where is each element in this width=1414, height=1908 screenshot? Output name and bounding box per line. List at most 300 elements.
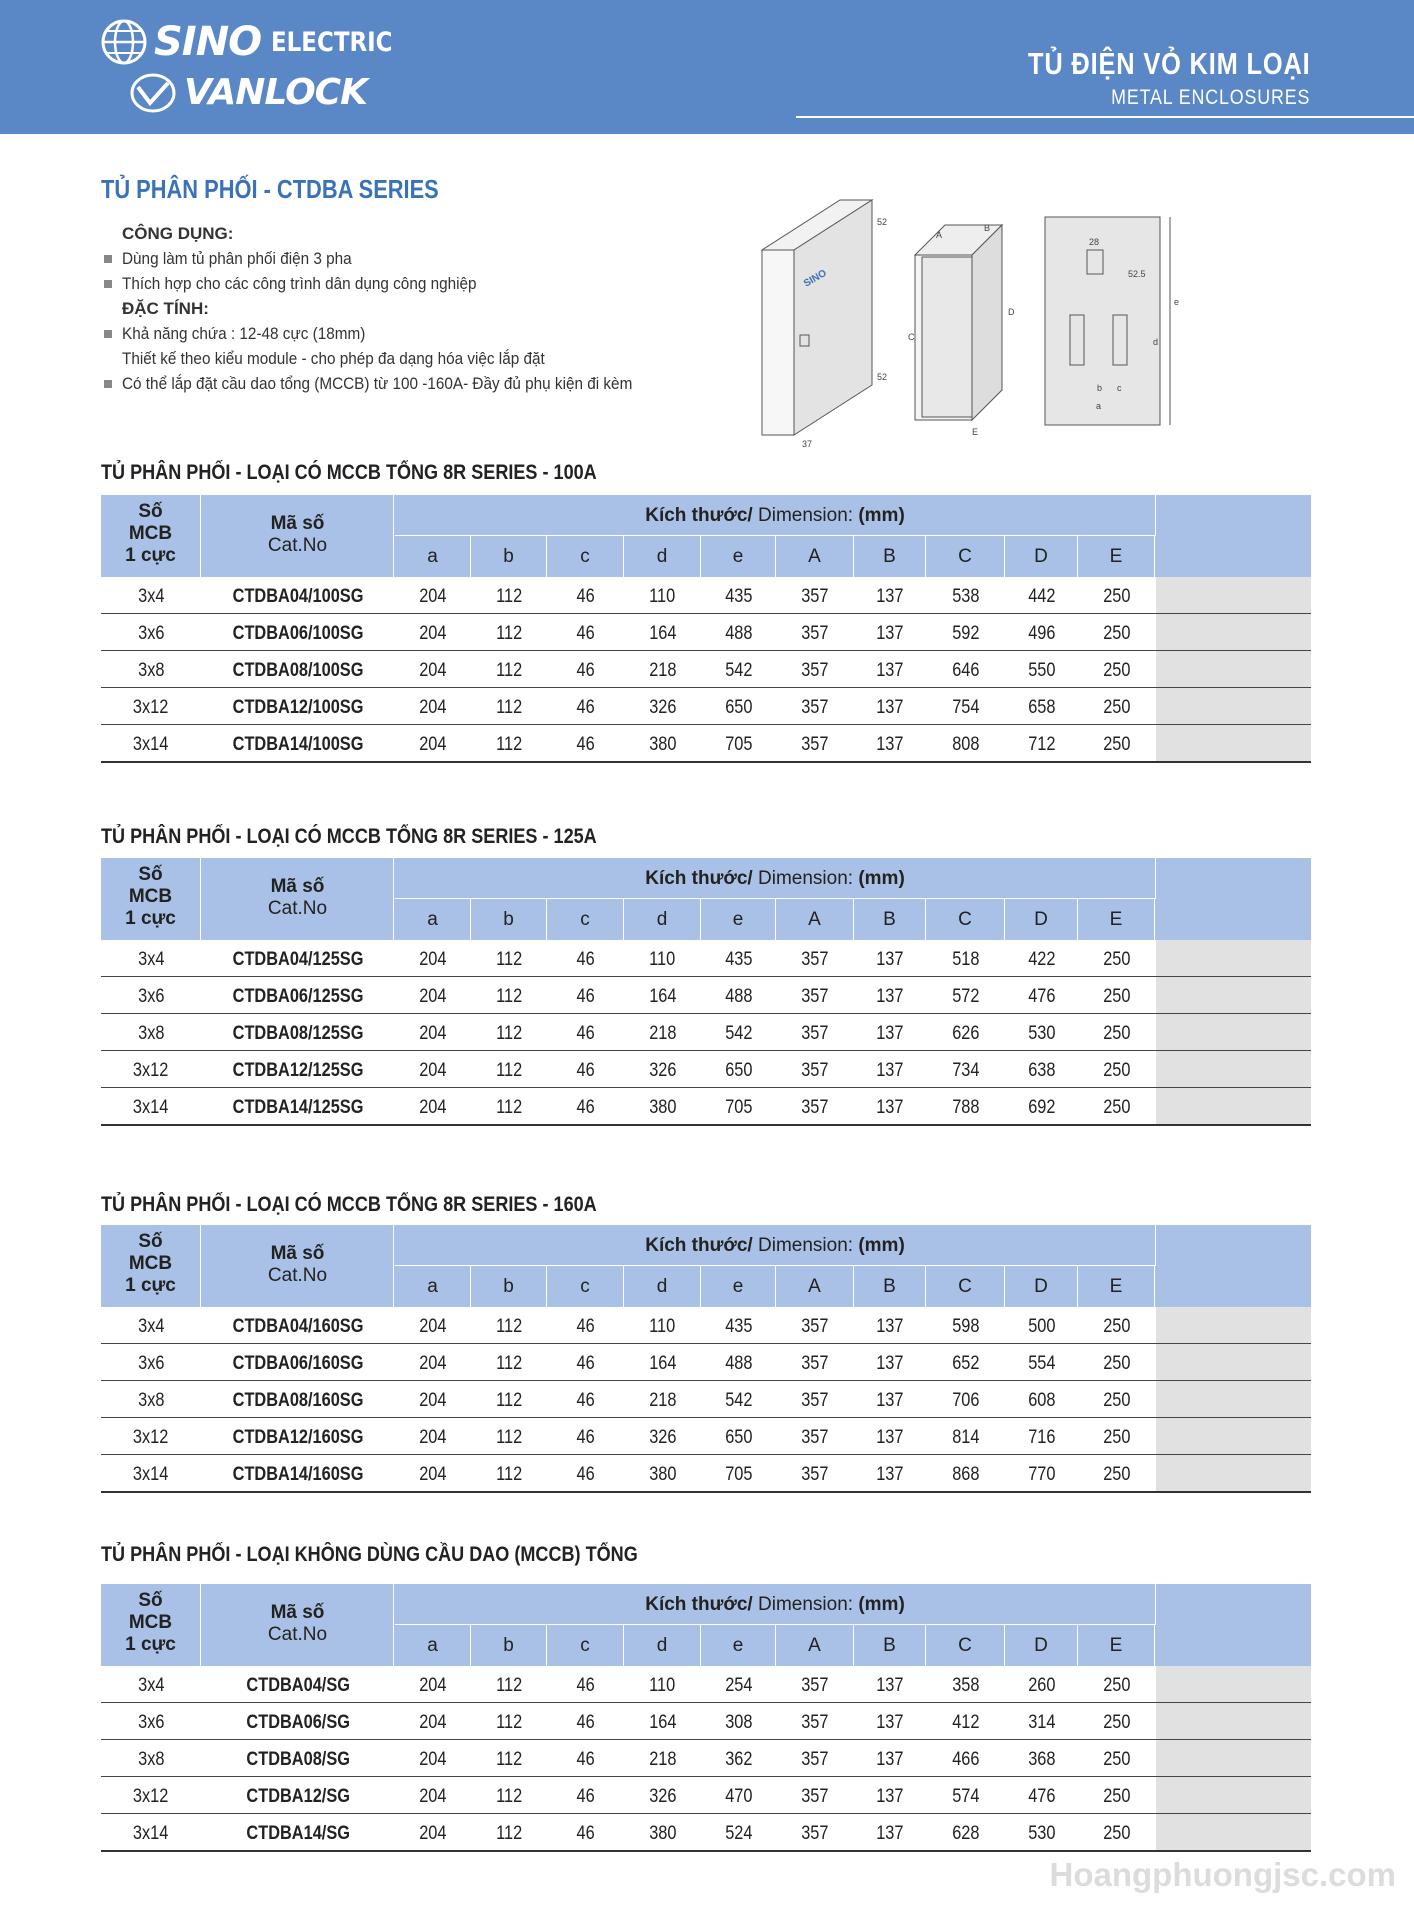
table-row (101, 651, 1311, 688)
cell-dim: 250 (1102, 1464, 1131, 1485)
header-col: c (547, 1625, 624, 1666)
header-col: b (471, 1266, 547, 1307)
cell-dim: 137 (876, 949, 904, 970)
header-col: b (471, 1625, 547, 1666)
bullet-icon (104, 255, 112, 263)
table-header (101, 1225, 1311, 1307)
header-col: A (776, 1625, 854, 1666)
cell-catno: CTDBA12/160SG (232, 1427, 364, 1448)
row-shade (1156, 688, 1311, 724)
cell-dim: 357 (801, 949, 829, 970)
cell-dim: 112 (495, 623, 523, 644)
cell-dim: 112 (495, 1712, 523, 1733)
cell-dim: 112 (495, 1823, 523, 1844)
cell-catno: CTDBA08/160SG (232, 1390, 364, 1411)
cell-dim: 550 (1027, 660, 1056, 681)
sino-electric-logo (100, 18, 414, 66)
cell-dim: 137 (876, 1353, 904, 1374)
cell-dim: 204 (419, 949, 447, 970)
cell-dim: 250 (1102, 1749, 1131, 1770)
cell-dim: 488 (724, 986, 753, 1007)
cell-dim: 638 (1027, 1060, 1056, 1081)
cell-dim: 488 (724, 623, 753, 644)
cell-catno: CTDBA08/100SG (232, 660, 364, 681)
header-col: e (701, 1266, 776, 1307)
cell-dim: 626 (951, 1023, 980, 1044)
header-col: c (547, 899, 624, 940)
cell-mcb: 3x6 (137, 623, 165, 644)
header-col: c (547, 536, 624, 577)
table-row (101, 1740, 1311, 1777)
dimension-table (101, 1225, 1311, 1493)
header-mcb: Số MCB 1 cực (101, 1225, 201, 1307)
cell-mcb: 3x8 (137, 660, 165, 681)
cell-dim: 218 (648, 1749, 677, 1770)
table-row (101, 1381, 1311, 1418)
bullet-icon (104, 380, 112, 388)
header-col: B (854, 1266, 926, 1307)
cell-mcb: 3x6 (137, 1712, 165, 1733)
cell-catno: CTDBA04/SG (246, 1675, 350, 1696)
table-row (101, 1418, 1311, 1455)
cell-dim: 250 (1102, 1097, 1131, 1118)
cell-dim: 435 (724, 1316, 753, 1337)
cell-mcb: 3x12 (133, 1427, 169, 1448)
cell-dim: 46 (576, 1675, 595, 1696)
cell-dim: 308 (724, 1712, 753, 1733)
row-shade (1156, 1814, 1311, 1850)
dimension-table (101, 858, 1311, 1126)
cell-dim: 788 (951, 1097, 980, 1118)
header-catno: Mã số Cat.No (202, 858, 394, 940)
cell-dim: 500 (1027, 1316, 1056, 1337)
table-title: TỦ PHÂN PHỐI - LOẠI CÓ MCCB TỔNG 8R SERIES - 125A (101, 825, 597, 848)
prop-item: Thiết kế theo kiểu module - cho phép đa dạng hóa việc lắp đặt (122, 349, 545, 368)
cell-mcb: 3x4 (137, 1675, 165, 1696)
table-body (101, 577, 1311, 763)
cell-dim: 112 (495, 1427, 523, 1448)
cell-dim: 112 (495, 1060, 523, 1081)
header-catno: Mã số Cat.No (202, 1225, 394, 1307)
header-dimension-columns (395, 1266, 1155, 1307)
cell-dim: 868 (951, 1464, 980, 1485)
cell-dim: 524 (724, 1823, 753, 1844)
table-row (101, 725, 1311, 763)
cell-dim: 112 (495, 734, 523, 755)
cell-dim: 357 (801, 1060, 829, 1081)
cell-dim: 137 (876, 1390, 904, 1411)
header-dimension: Kích thước/ Dimension: (mm) (395, 858, 1156, 899)
front-view-drawing (762, 200, 887, 449)
cell-catno: CTDBA14/160SG (232, 1464, 364, 1485)
cell-dim: 254 (724, 1675, 753, 1696)
cell-dim: 204 (419, 586, 447, 607)
props-label: ĐẶC TÍNH: (122, 299, 209, 318)
cell-catno: CTDBA04/160SG (232, 1316, 364, 1337)
header-mcb: Số MCB 1 cực (101, 495, 201, 577)
cell-dim: 250 (1102, 1675, 1131, 1696)
header-dimension-columns (395, 536, 1155, 577)
cell-dim: 530 (1027, 1023, 1056, 1044)
svg-text:a: a (1096, 401, 1102, 411)
cell-dim: 137 (876, 986, 904, 1007)
cell-dim: 112 (495, 1675, 523, 1696)
cell-catno: CTDBA12/125SG (232, 1060, 364, 1081)
cell-dim: 250 (1102, 986, 1131, 1007)
cell-dim: 574 (951, 1786, 980, 1807)
cell-dim: 204 (419, 1823, 447, 1844)
header-col: d (624, 899, 701, 940)
cell-dim: 357 (801, 1390, 829, 1411)
header-dimension: Kích thước/ Dimension: (mm) (395, 1584, 1156, 1625)
svg-text:A: A (936, 230, 943, 240)
cell-mcb: 3x4 (137, 586, 165, 607)
table-row (101, 1088, 1311, 1126)
cell-dim: 46 (576, 660, 595, 681)
header-dimension: Kích thước/ Dimension: (mm) (395, 1225, 1156, 1266)
header-col: D (1005, 1625, 1078, 1666)
plate-drawing (1045, 217, 1179, 425)
cell-mcb: 3x14 (133, 1097, 169, 1118)
cell-dim: 204 (419, 734, 447, 755)
cell-dim: 542 (724, 660, 753, 681)
cell-dim: 380 (648, 1823, 677, 1844)
cell-dim: 470 (724, 1786, 753, 1807)
cell-dim: 598 (951, 1316, 980, 1337)
cell-dim: 46 (576, 1464, 595, 1485)
row-shade (1156, 940, 1311, 976)
cell-dim: 137 (876, 1712, 904, 1733)
features-block (104, 221, 744, 396)
prop-item: Khả năng chứa : 12-48 cực (18mm) (104, 321, 744, 346)
row-shade (1156, 1344, 1311, 1380)
table-title: TỦ PHÂN PHỐI - LOẠI CÓ MCCB TỔNG 8R SERIES - 160A (101, 1193, 597, 1216)
cell-dim: 112 (495, 1097, 523, 1118)
cell-mcb: 3x4 (137, 949, 165, 970)
cell-dim: 110 (649, 949, 676, 970)
table-body (101, 940, 1311, 1126)
cell-dim: 46 (576, 734, 595, 755)
cell-dim: 250 (1102, 660, 1131, 681)
cell-catno: CTDBA04/125SG (232, 949, 364, 970)
cell-dim: 46 (576, 623, 595, 644)
cell-catno: CTDBA08/SG (246, 1749, 350, 1770)
cell-dim: 692 (1027, 1097, 1056, 1118)
svg-text:e: e (1174, 297, 1180, 307)
row-shade (1156, 1703, 1311, 1739)
cell-dim: 204 (419, 1023, 447, 1044)
table-title: TỦ PHÂN PHỐI - LOẠI CÓ MCCB TỔNG 8R SERIES - 100A (101, 461, 597, 484)
cell-dim: 137 (876, 734, 904, 755)
svg-text:E: E (972, 427, 979, 437)
header-col: c (547, 1266, 624, 1307)
cell-dim: 112 (495, 1786, 523, 1807)
cell-dim: 110 (649, 1316, 676, 1337)
cell-dim: 112 (495, 949, 523, 970)
cell-dim: 164 (648, 986, 677, 1007)
header-col: d (624, 536, 701, 577)
cell-dim: 442 (1027, 586, 1056, 607)
cell-dim: 476 (1027, 1786, 1056, 1807)
header-col: D (1005, 899, 1078, 940)
row-shade (1156, 1014, 1311, 1050)
cell-dim: 357 (801, 1097, 829, 1118)
usage-item: Thích hợp cho các công trình dân dụng công nghiệp (104, 271, 744, 296)
cell-dim: 476 (1027, 986, 1056, 1007)
row-shade (1156, 977, 1311, 1013)
cell-catno: CTDBA08/125SG (232, 1023, 364, 1044)
cell-dim: 326 (648, 697, 677, 718)
cell-dim: 137 (876, 1675, 904, 1696)
cell-dim: 46 (576, 1427, 595, 1448)
cell-dim: 137 (876, 1060, 904, 1081)
cell-dim: 326 (648, 1060, 677, 1081)
cell-catno: CTDBA14/SG (246, 1823, 350, 1844)
cell-dim: 357 (801, 1675, 829, 1696)
bullet-icon (104, 330, 112, 338)
header-col: C (926, 536, 1005, 577)
cell-dim: 204 (419, 1786, 447, 1807)
header-dimension: Kích thước/ Dimension: (mm) (395, 495, 1156, 536)
cell-dim: 204 (419, 1060, 447, 1081)
cell-dim: 46 (576, 986, 595, 1007)
cell-catno: CTDBA14/100SG (232, 734, 364, 755)
dimension-table (101, 1584, 1311, 1852)
cell-dim: 380 (648, 734, 677, 755)
cell-dim: 412 (951, 1712, 980, 1733)
svg-text:52: 52 (877, 372, 888, 382)
header-title: TỦ ĐIỆN VỎ KIM LOẠI (1027, 46, 1310, 81)
cell-dim: 204 (419, 986, 447, 1007)
cell-dim: 218 (648, 1390, 677, 1411)
cell-dim: 422 (1027, 949, 1056, 970)
cell-dim: 357 (801, 1464, 829, 1485)
page-header (0, 0, 1414, 134)
header-col: b (471, 899, 547, 940)
cell-mcb: 3x6 (137, 1353, 165, 1374)
page-title: TỦ PHÂN PHỐI - CTDBA SERIES (101, 174, 439, 204)
cell-dim: 712 (1027, 734, 1056, 755)
svg-text:C: C (908, 332, 915, 342)
header-col: a (395, 1266, 471, 1307)
cell-dim: 112 (495, 1390, 523, 1411)
cell-dim: 705 (724, 1097, 753, 1118)
brand-sino: SINO (154, 19, 262, 65)
cell-dim: 204 (419, 1464, 447, 1485)
table-row (101, 1455, 1311, 1493)
cell-mcb: 3x14 (133, 1823, 169, 1844)
row-shade (1156, 725, 1311, 761)
cell-dim: 572 (951, 986, 980, 1007)
cell-dim: 734 (951, 1060, 980, 1081)
row-shade (1156, 1418, 1311, 1454)
cell-dim: 250 (1102, 1427, 1131, 1448)
cell-dim: 46 (576, 949, 595, 970)
cell-dim: 250 (1102, 1316, 1131, 1337)
cell-dim: 466 (951, 1749, 980, 1770)
row-shade (1156, 1455, 1311, 1491)
svg-text:28: 28 (1089, 237, 1100, 247)
cell-dim: 112 (495, 586, 523, 607)
cell-dim: 250 (1102, 1023, 1131, 1044)
table-row (101, 577, 1311, 614)
cell-catno: CTDBA14/125SG (232, 1097, 364, 1118)
cell-dim: 716 (1027, 1427, 1056, 1448)
header-col: E (1078, 536, 1155, 577)
table-row (101, 1051, 1311, 1088)
cell-dim: 250 (1102, 1060, 1131, 1081)
cell-dim: 110 (649, 1675, 676, 1696)
header-col: e (701, 536, 776, 577)
cell-dim: 112 (495, 1749, 523, 1770)
cell-mcb: 3x8 (137, 1390, 165, 1411)
header-col: A (776, 536, 854, 577)
cell-dim: 137 (876, 1823, 904, 1844)
cell-mcb: 3x6 (137, 986, 165, 1007)
dimension-table (101, 495, 1311, 763)
usage-label: CÔNG DỤNG: (122, 224, 234, 243)
cell-dim: 46 (576, 1749, 595, 1770)
row-shade (1156, 614, 1311, 650)
cell-dim: 137 (876, 1023, 904, 1044)
cell-dim: 112 (495, 1316, 523, 1337)
header-col: D (1005, 536, 1078, 577)
row-shade (1156, 1088, 1311, 1124)
cell-dim: 357 (801, 660, 829, 681)
cell-dim: 357 (801, 1749, 829, 1770)
cell-dim: 357 (801, 734, 829, 755)
cell-dim: 357 (801, 1316, 829, 1337)
cell-dim: 326 (648, 1786, 677, 1807)
cell-dim: 204 (419, 623, 447, 644)
cell-dim: 754 (951, 697, 980, 718)
cell-dim: 46 (576, 586, 595, 607)
header-catno: Mã số Cat.No (202, 1584, 394, 1666)
cell-dim: 250 (1102, 697, 1131, 718)
cell-dim: 46 (576, 1353, 595, 1374)
table-row (101, 1014, 1311, 1051)
header-subtitle: METAL ENCLOSURES (1110, 86, 1310, 109)
cell-dim: 357 (801, 586, 829, 607)
cell-catno: CTDBA06/160SG (232, 1353, 364, 1374)
row-shade (1156, 651, 1311, 687)
cell-dim: 368 (1027, 1749, 1056, 1770)
cell-dim: 112 (495, 660, 523, 681)
table-header (101, 1584, 1311, 1666)
header-col: e (701, 1625, 776, 1666)
cell-dim: 112 (495, 697, 523, 718)
cell-dim: 326 (648, 1427, 677, 1448)
row-shade (1156, 1777, 1311, 1813)
cell-dim: 137 (876, 1427, 904, 1448)
cell-dim: 435 (724, 949, 753, 970)
row-shade (1156, 1051, 1311, 1087)
cell-dim: 652 (951, 1353, 980, 1374)
row-shade (1156, 1666, 1311, 1702)
header-divider (796, 116, 1414, 118)
cell-dim: 357 (801, 1712, 829, 1733)
cell-dim: 357 (801, 1786, 829, 1807)
cell-dim: 46 (576, 1712, 595, 1733)
svg-text:52.5: 52.5 (1128, 269, 1146, 279)
header-col: a (395, 899, 471, 940)
cell-dim: 204 (419, 1353, 447, 1374)
header-col: B (854, 1625, 926, 1666)
prop-item: Có thể lắp đặt cầu dao tổng (MCCB) từ 100 -160A- Đầy đủ phụ kiện đi kèm (104, 371, 744, 396)
cell-dim: 164 (648, 1712, 677, 1733)
brand-vanlock: VANLOCK (184, 72, 367, 113)
cell-dim: 137 (876, 697, 904, 718)
watermark: Hoangphuongjsc.com (1049, 1856, 1396, 1893)
cell-dim: 137 (876, 623, 904, 644)
header-col: E (1078, 1625, 1155, 1666)
cell-dim: 362 (724, 1749, 753, 1770)
cell-mcb: 3x4 (137, 1316, 165, 1337)
table-header (101, 495, 1311, 577)
cell-dim: 137 (876, 586, 904, 607)
cell-dim: 542 (724, 1390, 753, 1411)
svg-text:D: D (1008, 307, 1015, 317)
cell-mcb: 3x12 (133, 1786, 169, 1807)
cell-dim: 808 (951, 734, 980, 755)
table-row (101, 977, 1311, 1014)
header-dimension-columns (395, 1625, 1155, 1666)
table-row (101, 940, 1311, 977)
cell-dim: 204 (419, 1097, 447, 1118)
cell-dim: 608 (1027, 1390, 1056, 1411)
cell-dim: 380 (648, 1097, 677, 1118)
cell-dim: 650 (724, 1427, 753, 1448)
cell-dim: 137 (876, 1749, 904, 1770)
cell-mcb: 3x12 (133, 697, 169, 718)
cell-dim: 250 (1102, 1786, 1131, 1807)
cell-dim: 46 (576, 697, 595, 718)
header-col: d (624, 1625, 701, 1666)
cell-dim: 706 (951, 1390, 980, 1411)
table-row (101, 1814, 1311, 1852)
cell-dim: 46 (576, 1316, 595, 1337)
row-shade (1156, 1740, 1311, 1776)
cell-dim: 358 (951, 1675, 980, 1696)
cell-catno: CTDBA12/SG (246, 1786, 350, 1807)
header-col: E (1078, 899, 1155, 940)
cell-mcb: 3x12 (133, 1060, 169, 1081)
table-body (101, 1307, 1311, 1493)
cell-dim: 218 (648, 660, 677, 681)
cell-dim: 204 (419, 1749, 447, 1770)
header-col: B (854, 536, 926, 577)
svg-text:37: 37 (802, 439, 813, 449)
cell-dim: 137 (876, 1316, 904, 1337)
cell-dim: 357 (801, 1823, 829, 1844)
usage-item: Dùng làm tủ phân phối điện 3 pha (104, 246, 744, 271)
cell-catno: CTDBA12/100SG (232, 697, 364, 718)
table-row (101, 1666, 1311, 1703)
cell-dim: 137 (876, 1097, 904, 1118)
cell-dim: 357 (801, 1427, 829, 1448)
cell-dim: 554 (1027, 1353, 1056, 1374)
header-tail (1156, 1584, 1311, 1666)
cell-dim: 650 (724, 1060, 753, 1081)
cell-dim: 204 (419, 1712, 447, 1733)
table-row (101, 614, 1311, 651)
header-mcb: Số MCB 1 cực (101, 858, 201, 940)
svg-text:b: b (1097, 383, 1103, 393)
cell-dim: 112 (495, 1464, 523, 1485)
cell-dim: 250 (1102, 1823, 1131, 1844)
cell-dim: 137 (876, 660, 904, 681)
cell-dim: 658 (1027, 697, 1056, 718)
